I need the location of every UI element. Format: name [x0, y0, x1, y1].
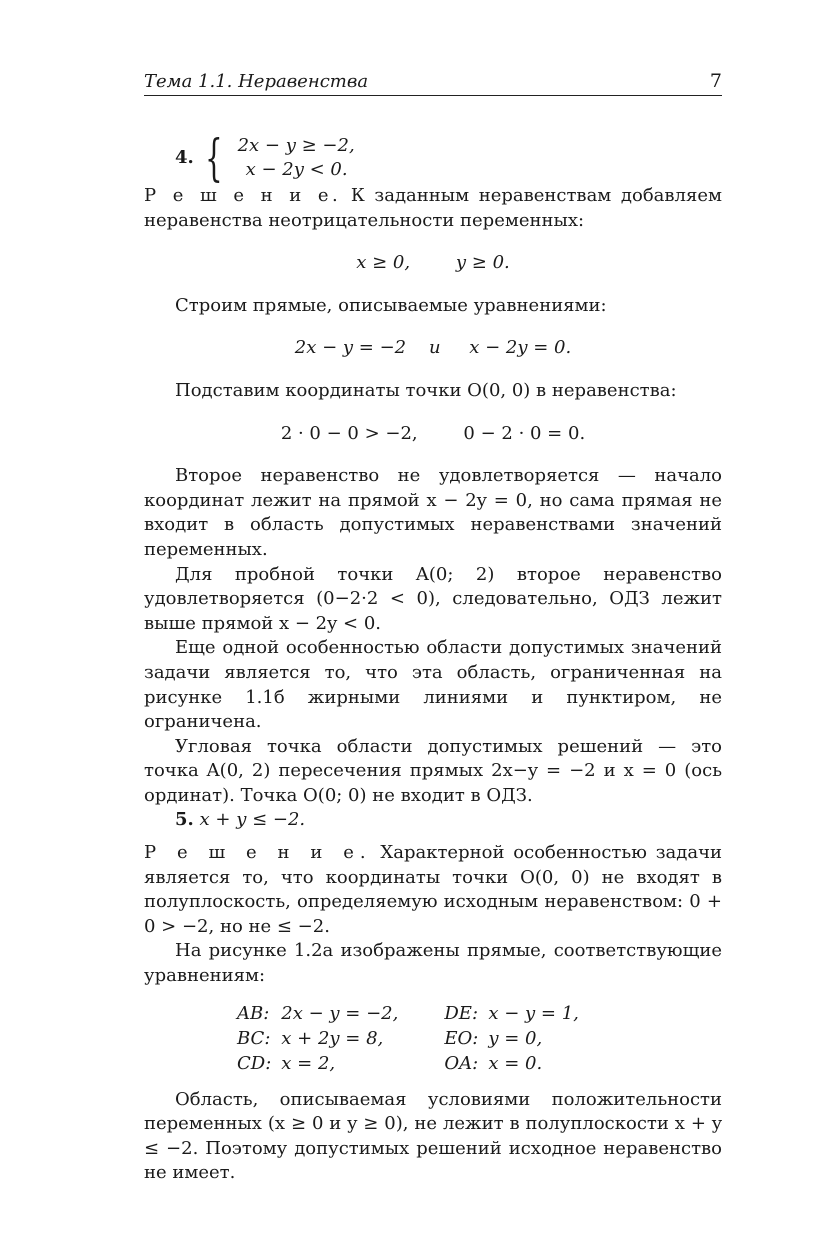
- equation-row: [237, 1051, 587, 1076]
- equation-row: [237, 1001, 587, 1026]
- solution-5-lead: Р е ш е н и е.: [144, 842, 372, 864]
- solution-5-text: Характерной особенностью задачи является то, что координаты точки O(0, 0) не входят в полуплоскость, определяемую исходным неравенством: 0 + 0 > −2, но не ≤ −2.: [144, 842, 722, 937]
- eq-key: AB:: [237, 1002, 270, 1024]
- header-title: Тема 1.1. Неравенства: [144, 71, 369, 92]
- eq-key: DE:: [444, 1002, 479, 1024]
- paragraph-3: Еще одной особенностью области допустимых значений задачи является то, что эта область, ограниченная на рисунке 1.1б жирными линиями и пунктиром, не ограничена.: [144, 637, 722, 733]
- equation-row: [237, 1026, 587, 1051]
- problem-4-system: [144, 129, 722, 187]
- equations-table: [237, 1001, 587, 1076]
- eq-key: CD:: [237, 1052, 272, 1074]
- problem-5-label: 5.: [175, 809, 194, 831]
- check-equation: 2 · 0 − 0 > −2, 0 − 2 · 0 = 0.: [280, 422, 586, 444]
- system-line-2: x − 2y < 0.: [245, 159, 348, 180]
- paragraph-4: Угловая точка области допустимых решений — это точка A(0, 2) пересечения прямых 2x−y = −2 и x = 0 (ось ординат). Точка O(0; 0) не входит в ОДЗ.: [144, 735, 722, 806]
- page-number: 7: [709, 70, 722, 92]
- solution-lead: Р е ш е н и е.: [144, 185, 342, 206]
- solution-5-p3: Область, описываемая условиями положительности переменных (x ≥ 0 и y ≥ 0), не лежит в полуплоскости x + y ≤ −2. Поэтому допустимых решений исходное неравенство не имеет.: [144, 1088, 722, 1184]
- left-brace-icon: {: [204, 129, 223, 187]
- lines-equation: 2x − y = −2 и x − 2y = 0.: [294, 337, 572, 359]
- eq-value: x − y = 1,: [488, 1002, 579, 1024]
- problem-5-text: x + y ≤ −2.: [199, 809, 306, 831]
- substitute-text: Подставим координаты точки O(0, 0) в неравенства:: [175, 379, 677, 401]
- eq-key: EO:: [444, 1027, 479, 1049]
- eq-value: y = 0,: [488, 1027, 543, 1049]
- body-text: [144, 129, 722, 1186]
- solution-5-p2: На рисунке 1.2а изображены прямые, соответствующие уравнениям:: [144, 940, 722, 987]
- problem-4-label: 4.: [175, 146, 194, 168]
- paragraph-1: Второе неравенство не удовлетворяется — начало координат лежит на прямой x − 2y = 0, но сама прямая не входит в область допустимых неравенствами значений переменных.: [144, 465, 722, 560]
- nonneg-equation: x ≥ 0, y ≥ 0.: [356, 252, 510, 274]
- eq-key: OA:: [444, 1052, 479, 1074]
- page: [144, 64, 722, 1186]
- system-lines: [238, 134, 355, 182]
- solution-5-p1: [144, 841, 722, 939]
- build-lines-text: Строим прямые, описываемые уравнениями:: [175, 294, 607, 316]
- solution-4-intro: [144, 184, 722, 233]
- system-line-1: 2x − y ≥ −2,: [237, 135, 355, 156]
- running-header: [144, 64, 722, 96]
- eq-value: x + 2y = 8,: [281, 1027, 384, 1049]
- paragraph-2: Для пробной точки A(0; 2) второе неравенство удовлетворяется (0−2·2 < 0), следовательно, ОДЗ лежит выше прямой x − 2y < 0.: [144, 563, 722, 634]
- eq-value: x = 0.: [488, 1052, 543, 1074]
- solution-intro-text: К заданным неравенствам добавляем неравенства неотрицательности переменных:: [144, 185, 722, 231]
- eq-value: 2x − y = −2,: [281, 1002, 399, 1024]
- problem-5: [144, 808, 722, 833]
- eq-value: x = 2,: [281, 1052, 336, 1074]
- eq-key: BC:: [237, 1027, 271, 1049]
